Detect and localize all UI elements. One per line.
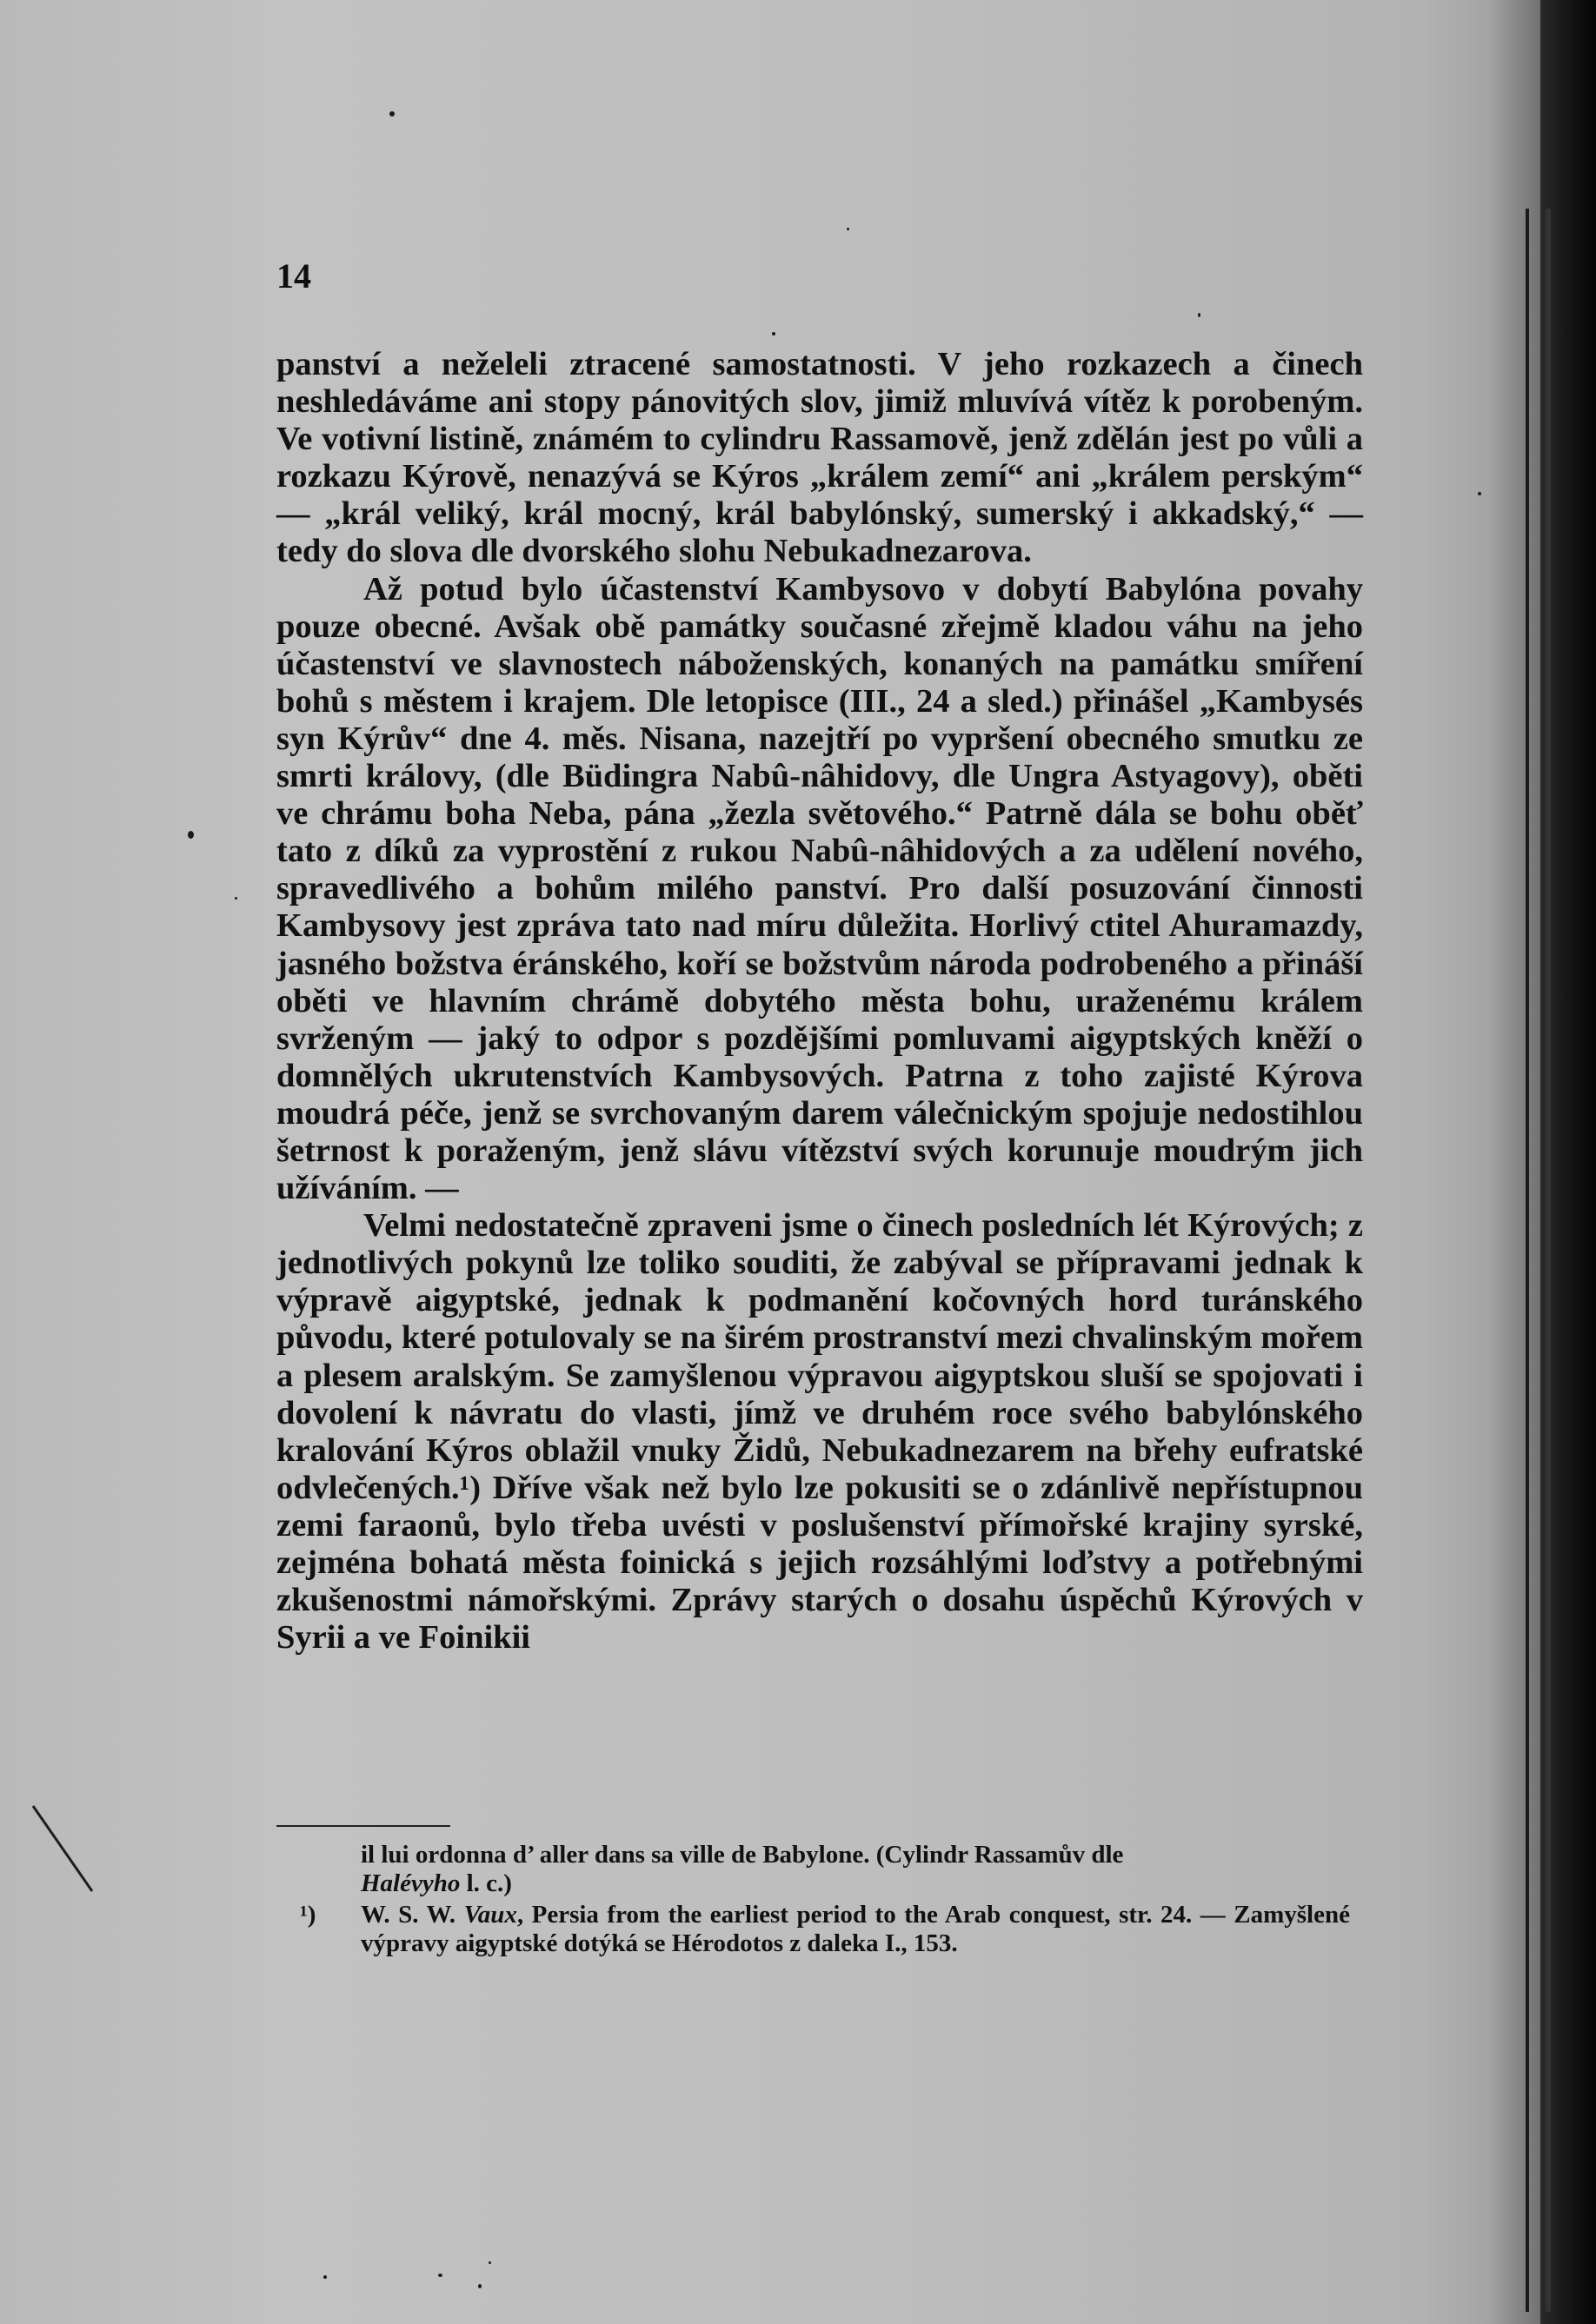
- scan-speck: [188, 831, 194, 839]
- footnote-separator: [276, 1825, 450, 1827]
- scan-stroke-mark: [31, 1804, 101, 1900]
- scan-speck: [478, 2284, 482, 2288]
- paragraph-3: Velmi nedostatečně zpraveni jsme o činech posledních lét Kýrových; z jednotlivých pokynů lze toliko souditi, že zabýval se přípravami jednak k výpravě aigyptské, jednak k podmanění kočovných hord turánského původu, které potulovaly se na širém prostranství mezi chvalinským mořem a plesem aralským. Se zamyšlenou výpravou aigyptskou sluší se spojovati i dovolení k návratu do vlasti, jímž ve druhém roce svého babylónského kralování Kýros oblažil vnuky Židů, Nebukadnezarem na břehy eufratské odvlečených.¹) Dříve však než bylo lze pokusiti se o zdánlivě nepřístupnou zemi faraonů, bylo třeba uvésti v poslušenství přímořské krajiny syrské, zejména bohatá města foinická s jejich rozsáhlými loďstvy a potřebnými zkušenostmi námořskými. Zprávy starých o dosahu úspěchů Kýrových v Syrii a ve Foinikii: [276, 1207, 1363, 1657]
- footnote-1-author: Vaux: [463, 1901, 517, 1929]
- footnote-continuation: [300, 1841, 1350, 1897]
- footnote-continuation-text: il lui ordonna d’ aller dans sa ville de Babylone. (Cylindr Rassamův dle: [361, 1841, 1124, 1869]
- scan-speck: [438, 2274, 442, 2277]
- page-curl-shadow: [1488, 0, 1540, 2324]
- scan-speck: [235, 897, 237, 900]
- footnote-1-text: , Persia from the earliest period to the Arab conquest, str. 24. — Zamyšlené výpravy aigyptské dotýká se Hérodotos z daleka I., 153.: [361, 1901, 1350, 1957]
- footnote-cited-author: Halévyho: [361, 1869, 461, 1897]
- scan-speck: [847, 228, 849, 230]
- paragraph-1: panství a neželeli ztracené samostatnosti. V jeho rozkazech a činech neshledáváme ani stopy pánovitých slov, jimiž mluvívá vítěz k porobeným. Ve votivní listině, známém to cylindru Rassamově, jenž zdělán jest po vůli a rozkazu Kýrově, nenazývá se Kýros „králem zemí“ ani „králem perským“ — „král veliký, král mocný, král babylónský, sumerský i akkadský,“ — tedy do slova dle dvorského slohu Nebukadnezarova.: [276, 346, 1363, 570]
- binding-line: [1526, 209, 1529, 2312]
- footnote-citation-end: l. c.): [460, 1869, 512, 1897]
- scan-speck: [1198, 313, 1200, 317]
- footnote-1-marker: ¹): [300, 1901, 316, 1929]
- paragraph-2: Až potud bylo účastenství Kambysovo v dobytí Babylóna povahy pouze obecné. Avšak obě památky současné zřejmě kladou váhu na jeho účastenství ve slavnostech náboženských, konaných na památku smíření bohů s městem i krajem. Dle letopisce (III., 24 a sled.) přinášel „Kambysés syn Kýrův“ dne 4. měs. Nisana, nazejtří po vypršení obecného smutku ze smrti královy, (dle Büdingra Nabû-nâhidovy, dle Ungra Astyagovy), oběti ve chrámu boha Neba, pána „žezla světového.“ Patrně dála se bohu oběť tato z díků za vyprostění z rukou Nabû-nâhidových a za udělení nového, spravedlivého a bohům milého panství. Pro další posuzování činnosti Kambysovy jest zpráva tato nad míru důležita. Horlivý ctitel Ahuramazdy, jasného božstva éránského, koří se božstvům národa podrobeného a přináší oběti ve hlavním chrámě dobytého města bohu, uraženému králem svrženým — jaký to odpor s pozdějšími pomluvami aigyptských kněží o domnělých ukrutenstvích Kambysových. Patrna z toho zajisté Kýrova moudrá péče, jenž se svrchovaným darem válečnickým spojuje nedostihlou šetrnost k poraženým, jenž slávu vítězství svých korunuje moudrým jich užíváním. —: [276, 570, 1363, 1207]
- scan-speck: [323, 2275, 327, 2279]
- scan-speck: [389, 111, 395, 116]
- main-text: [276, 346, 1363, 1657]
- scan-speck: [772, 332, 775, 335]
- footnotes: [300, 1841, 1350, 1957]
- footnote-1-author-initials: W. S. W.: [361, 1901, 464, 1929]
- binding-line: [1546, 209, 1551, 2312]
- page-number: 14: [276, 256, 311, 295]
- scan-speck: [489, 2261, 491, 2264]
- scan-speck: [1478, 492, 1481, 495]
- footnote-1: [300, 1901, 1350, 1957]
